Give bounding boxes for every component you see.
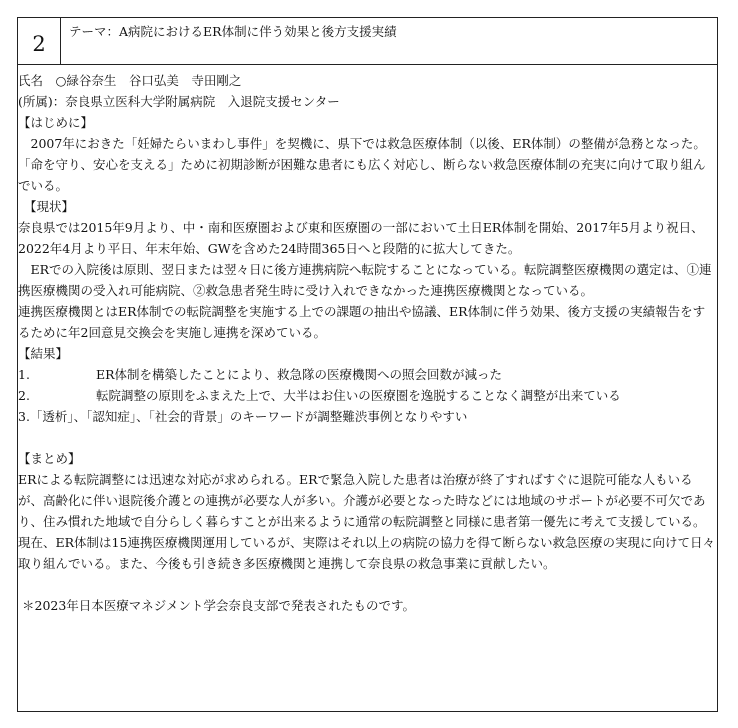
- spacer: [18, 574, 715, 595]
- summary-paragraph-1: ERによる転院調整には迅速な対応が求められる。ERで緊急入院した患者は治療が終了すればすぐに退院可能な人もいるが、高齢化に伴い退院後介護との連携が必要な人が多い。介護が必要となった時などには地域のサポートが必要不可欠であり、住み慣れた地域で自分らしく暮らすことが出来るように通常の転院調整と同様に患者第一優先に考えて支援している。: [18, 472, 706, 529]
- summary-paragraph-2: 現在、ER体制は15連携医療機関運用しているが、実際はそれ以上の病院の協力を得て断らない救急医療の実現に向けて日々取り組んでいる。また、今後も引き続き多医療機関と連携して奈良県の救急事業に貢献したい。: [18, 535, 715, 571]
- result-item: [18, 385, 715, 406]
- result-number: 2.: [18, 388, 30, 403]
- theme-title: テーマ：A病院におけるER体制に伴う効果と後方支援実績: [69, 24, 397, 39]
- current-paragraph-2: ERでの入院後は原則、翌日または翌々日に後方連携病院へ転院することになっている。転院調整医療機関の選定は、①連携医療機関の受入れ可能病院、②救急患者発生時に受け入れできなかった連携医療機関となっている。: [18, 262, 712, 298]
- result-text: 転院調整の原則をふまえた上で、大半はお住いの医療圏を逸脱することなく調整が出来ている: [96, 388, 621, 403]
- footnote: ＊2023年日本医療マネジメント学会奈良支部で発表されたものです。: [22, 598, 415, 613]
- result-text: ER体制を構築したことにより、救急隊の医療機関への照会回数が減った: [96, 367, 503, 382]
- results-heading: 【結果】: [18, 346, 69, 361]
- result-item-3: 3.「透析」、「認知症」、「社会的背景」のキーワードが調整難渋事例となりやすい: [18, 409, 468, 424]
- abstract-document: [17, 17, 718, 712]
- current-heading: 【現状】: [24, 199, 75, 214]
- current-paragraph-3: 連携医療機関とはER体制での転院調整を実施する上での課題の抽出や協議、ER体制に伴う効果、後方支援の実績報告をするために年2回意見交換会を実施し連携を深めている。: [18, 304, 706, 340]
- abstract-body: [18, 65, 717, 616]
- current-paragraph-1: 奈良県では2015年9月より、中・南和医療圏および東和医療圏の一部において土日ER体制を開始、2017年5月より祝日、2022年4月より平日、年末年始、GWを含めた24時間365日へと段階的に拡大してきた。: [18, 220, 704, 256]
- spacer: [18, 427, 715, 448]
- summary-heading: 【まとめ】: [18, 451, 81, 466]
- result-item: [18, 364, 715, 385]
- authors: 氏名 ○緑谷奈生 谷口弘美 寺田剛之: [18, 73, 242, 88]
- result-number: 1.: [18, 367, 30, 382]
- affiliation: (所属)：奈良県立医科大学附属病院 入退院支援センター: [18, 94, 340, 109]
- abstract-number: 2: [18, 18, 61, 64]
- intro-text: 2007年におきた「妊婦たらいまわし事件」を契機に、県下では救急医療体制（以後、ER体制）の整備が急務となった。「命を守り、安心を支える」ために初期診断が困難な患者にも広く対応し、断らない救急医療体制の充実に向けて取り組んでいる。: [18, 136, 706, 193]
- intro-heading: 【はじめに】: [18, 115, 94, 130]
- header-row: [18, 18, 717, 65]
